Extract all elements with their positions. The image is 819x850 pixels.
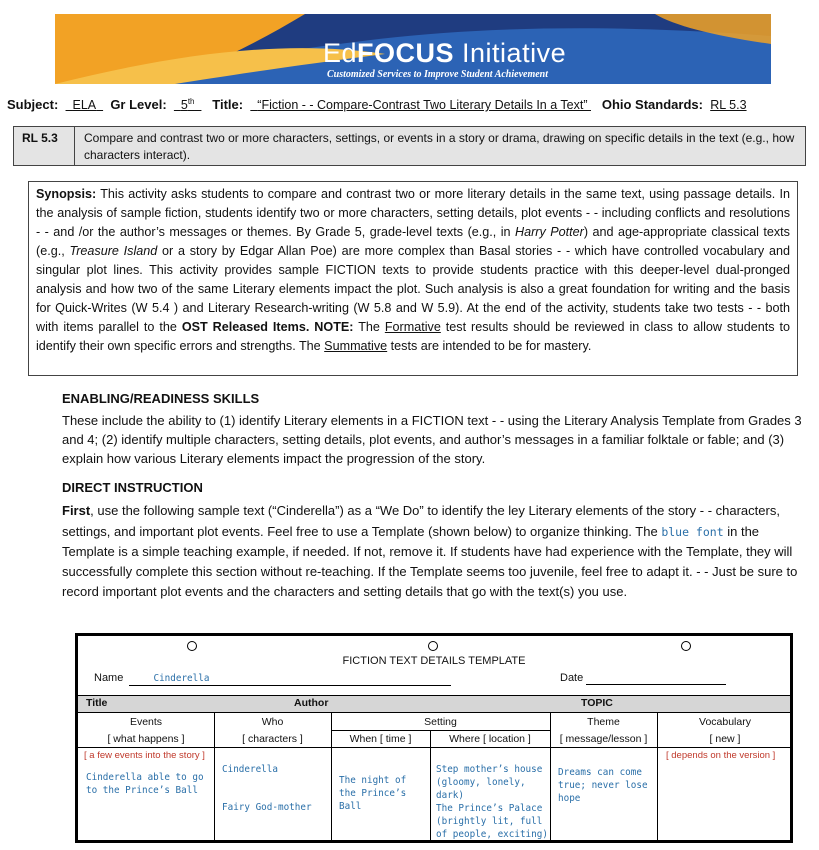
circle-icon xyxy=(681,641,691,651)
standard-text: Compare and contrast two or more characters, settings, or events in a story or drama, drawing on specific details in the text (e.g., how characters interact). xyxy=(84,131,795,162)
fiction-details-template xyxy=(75,633,793,843)
enabling-heading: ENABLING/READINESS SKILLS xyxy=(62,391,260,406)
date-field: Date xyxy=(560,672,726,685)
events-subheader: [ what happens ] xyxy=(107,733,185,745)
who-cinderella: Cinderella xyxy=(222,764,278,775)
divider xyxy=(331,730,550,731)
divider xyxy=(78,695,790,696)
when-text: The night of the Prince’s Ball xyxy=(339,775,407,812)
divider xyxy=(214,712,215,843)
standard-code: RL 5.3 xyxy=(14,127,75,165)
vocabulary-subheader: [ new ] xyxy=(709,733,741,745)
divider xyxy=(331,712,332,843)
setting-header: Setting xyxy=(424,716,457,728)
direct-text: First, use the following sample text (“Cinderella”) as a “We Do” to identify the ley Literary elements of the story - - characters, settings, and important plot events. Feel free to use a Template (shown below) to organize thinking. The blue font in the Template is a simple teaching example, if needed. If not, remove it. If students have had experience with the Template, they will successfully complete this section without re-teaching. If the Template seems too juvenile, feel free to adapt it. - - Just be sure to record important plot events and the characters and setting details that go with the text(s) you use. xyxy=(62,503,798,600)
where-stepmother-house: Step mother’s house (gloomy, lonely, dark) xyxy=(436,764,543,801)
events-header: Events xyxy=(129,716,163,728)
synopsis-box: Synopsis: This activity asks students to compare and contrast two or more literary details in the same text, using passage details. In the analysis of sample fiction, students identify two or more characters, setting details, plot events - - including conflicts and resolutions - - and /or the author’s messages or themes. By Grade 5, grade-level texts (e.g., in Harry Potter) and age-appropriate classical texts (e.g., Treasure Island or a story by Edgar Allan Poe) are more complex than Basal stories - - which have controlled vocabulary and singular plot lines. This activity provides sample FICTION texts to provide students practice with this deeper-level dual-pronged analysis and how two of the same Literary elements impact the plot. Such analysis is also a great foundation for writing and the basis for Quick-Writes (W 5.4 ) and Literary Research-writing (W 5.8 and W 5.9). At the end of the activity, students take two tests - - both with items parallel to the OST Released Items. NOTE: The Formative test results should be reviewed in class to allow students to identify their own specific errors and strengths. The Summative tests are intended to be for mastery. xyxy=(28,181,798,376)
title-row xyxy=(78,695,790,712)
divider xyxy=(78,747,790,748)
divider xyxy=(657,712,658,843)
subject-row: Subject: ELA Gr Level: 5th Title: “Fiction - - Compare-Contrast Two Literary Details In a Text” Ohio Standards: RL 5.3 xyxy=(7,97,747,113)
circle-icon xyxy=(428,641,438,651)
subject-value: ELA xyxy=(72,98,97,113)
direct-heading: DIRECT INSTRUCTION xyxy=(62,480,203,495)
events-note: [ a few events into the story ] xyxy=(84,750,205,761)
brand-name: EdFOCUS Initiative xyxy=(323,38,567,68)
who-fairy-godmother: Fairy God-mother xyxy=(222,802,312,813)
who-header: Who xyxy=(261,716,284,728)
circle-icon xyxy=(187,641,197,651)
standards-value: RL 5.3 xyxy=(710,98,747,113)
vocabulary-header: Vocabulary xyxy=(699,716,751,728)
theme-subheader: [ message/lesson ] xyxy=(559,733,648,745)
events-text: Cinderella able to go to the Prince’s Ball xyxy=(86,772,204,796)
divider xyxy=(550,712,551,843)
title-value: “Fiction - - Compare-Contrast Two Literary Details In a Text” xyxy=(257,98,588,113)
theme-header: Theme xyxy=(587,716,620,728)
where-prince-palace: The Prince’s Palace (brightly lit, full of people, exciting) xyxy=(436,803,548,840)
topic-column-label: TOPIC xyxy=(581,697,613,709)
template-title: FICTION TEXT DETAILS TEMPLATE xyxy=(342,655,526,667)
brand-tagline: Customized Services to Improve Student Achievement xyxy=(327,69,549,80)
when-subheader: When [ time ] xyxy=(349,733,412,745)
edfocus-banner xyxy=(55,14,771,84)
vocabulary-note: [ depends on the version ] xyxy=(666,750,776,761)
name-field: Name Cinderella xyxy=(94,672,451,686)
enabling-section xyxy=(62,389,807,468)
author-column-label: Author xyxy=(294,697,329,709)
where-subheader: Where [ location ] xyxy=(449,733,531,745)
divider xyxy=(78,712,790,713)
who-subheader: [ characters ] xyxy=(242,733,303,745)
standard-box xyxy=(13,126,806,166)
theme-text: Dreams can come true; never lose hope xyxy=(558,767,648,804)
grade-value: 5th xyxy=(180,97,195,113)
title-column-label: Title xyxy=(86,697,108,709)
direct-instruction-section xyxy=(62,478,807,603)
enabling-text: These include the ability to (1) identify Literary elements in a FICTION text - - using the Literary Analysis Template from Grades 3 and 4; (2) identify multiple characters, setting details, plot events, and author’s messages in a familiar folktale or fable; and (3) explain how various Literary elements impact the progression of the story. xyxy=(62,413,802,466)
